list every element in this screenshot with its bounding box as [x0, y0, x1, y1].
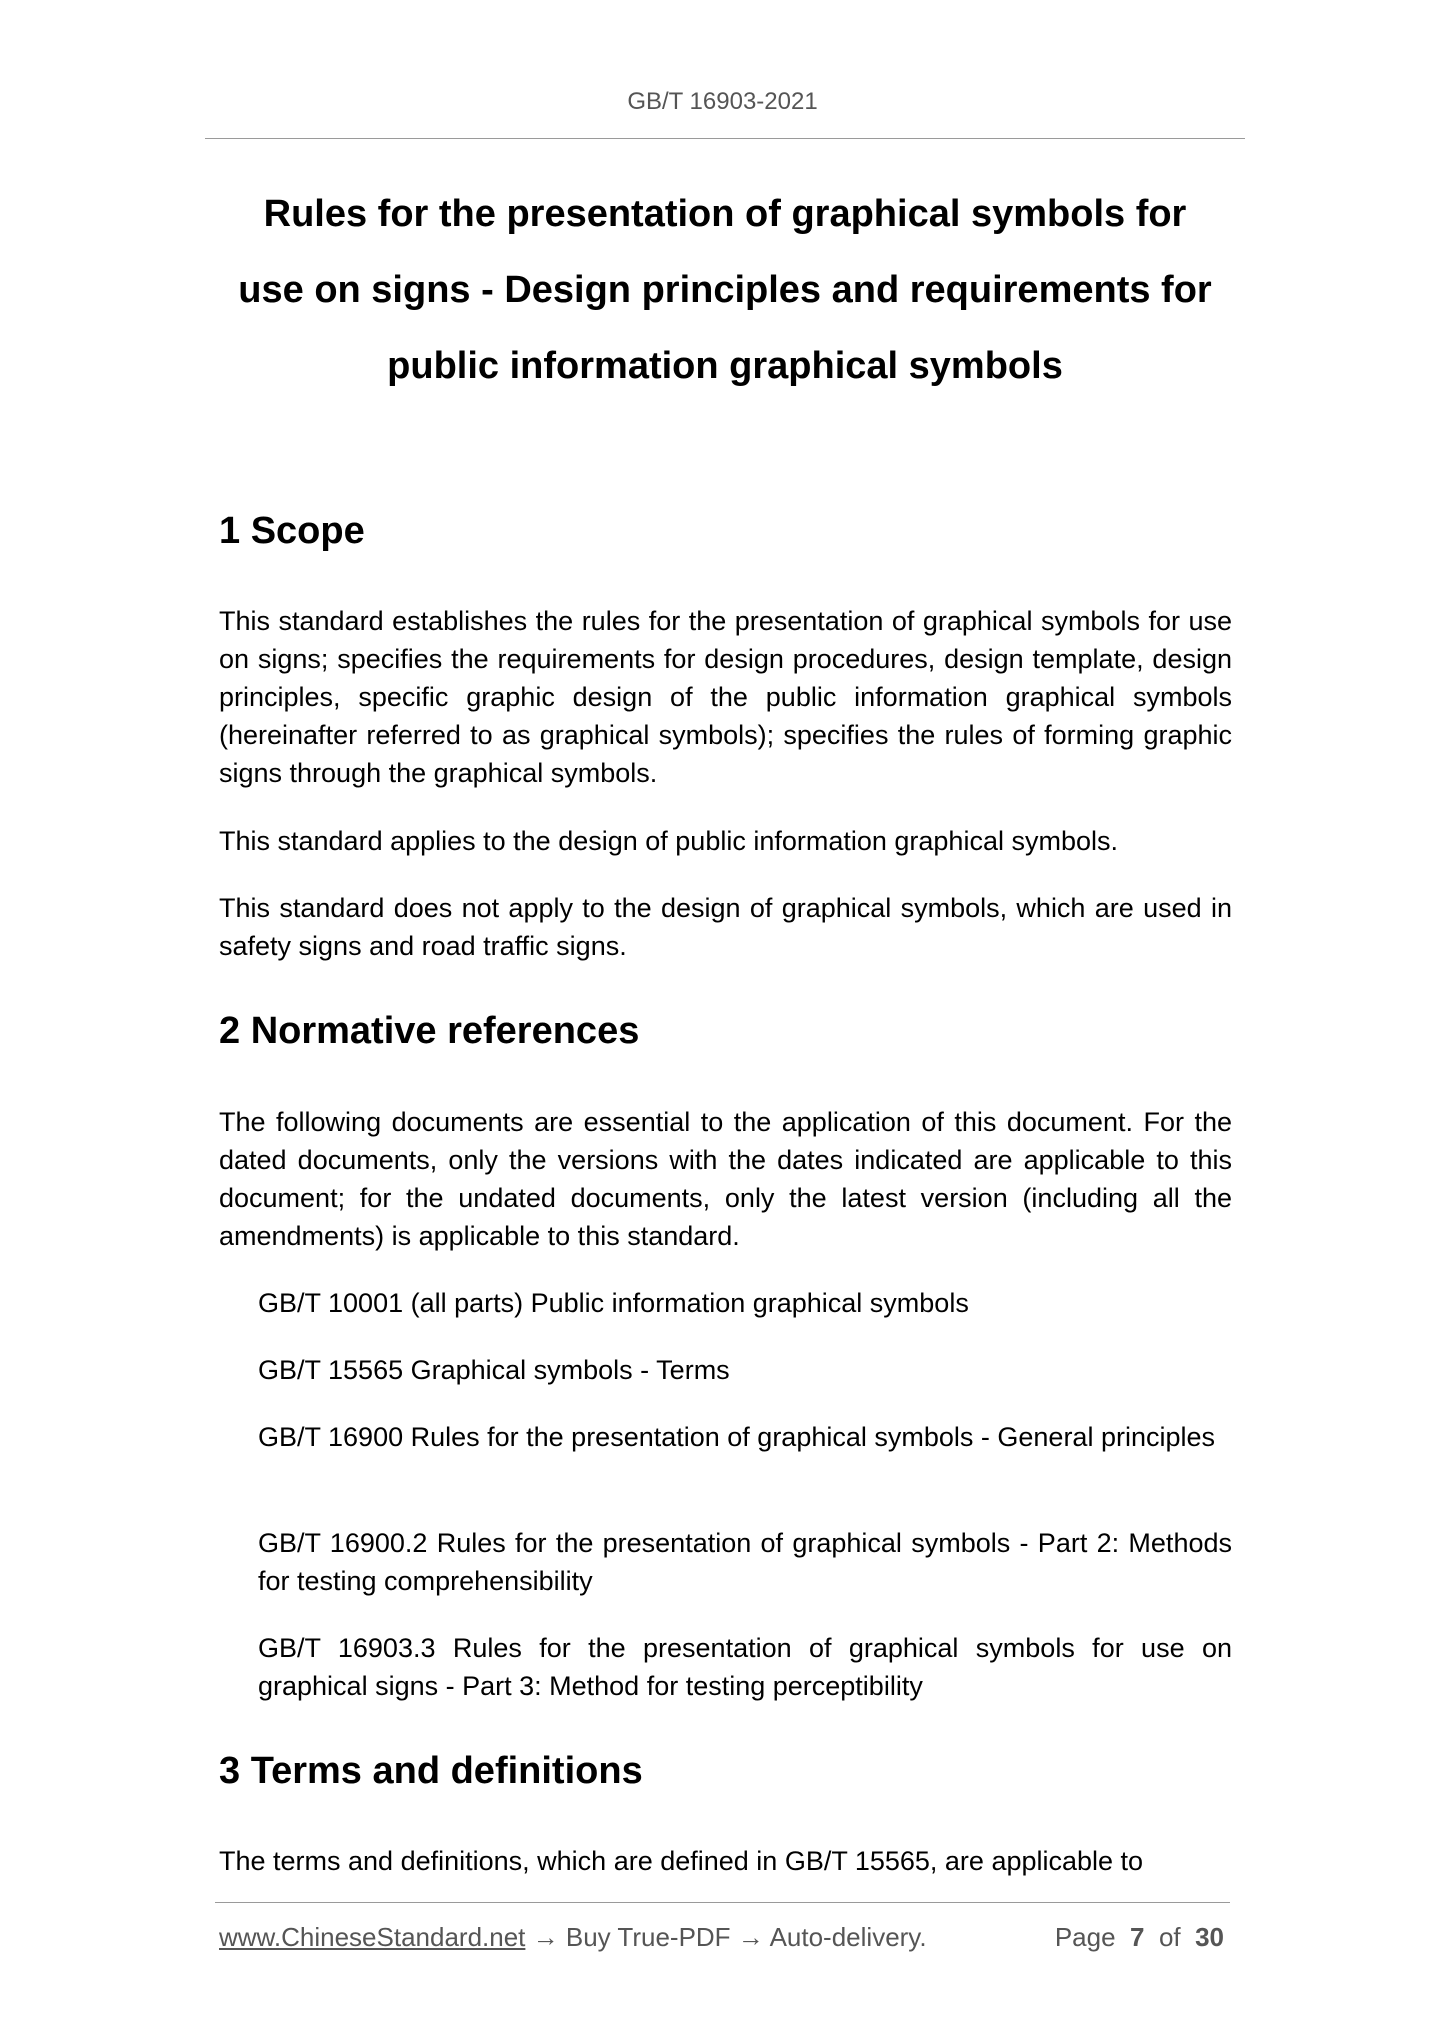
terms-intro: The terms and definitions, which are defined in GB/T 15565, are applicable to	[219, 1846, 1144, 1876]
scope-paragraph-3: This standard does not apply to the design of graphical symbols, which are used in safety signs and road traffic signs.	[219, 893, 1232, 961]
reference-item: GB/T 16903.3 Rules for the presentation of graphical symbols for use on graphical signs - Part 3: Method for testing perceptibility	[258, 1633, 1232, 1701]
page-word: Page	[1054, 1922, 1116, 1952]
reference-item: GB/T 10001 (all parts) Public information graphical symbols	[258, 1288, 969, 1318]
page-indicator	[1055, 1922, 1224, 1953]
reference-item: GB/T 16900.2 Rules for the presentation of graphical symbols - Part 2: Methods for testing comprehensibility	[258, 1528, 1232, 1596]
footer-divider	[215, 1902, 1230, 1903]
scope-paragraph-1: This standard establishes the rules for the presentation of graphical symbols for use on signs; specifies the requirements for design procedures, design template, design principles, specific graphic design of the public information graphical symbols (hereinafter referred to as graphical symbols); specifies the rules of forming graphic signs through the graphical symbols.	[219, 606, 1232, 788]
chinesestandard-link[interactable]: www.ChineseStandard.net	[219, 1922, 526, 1952]
references-intro: The following documents are essential to the application of this document. For the dated documents, only the versions with the dates indicated are applicable to this document; for the undated documents, only the latest version (including all the amendments) is applicable to this standard.	[219, 1107, 1232, 1251]
scope-paragraph-2: This standard applies to the design of public information graphical symbols.	[219, 826, 1118, 856]
footer-tagline: → Buy True-PDF → Auto-delivery.	[525, 1922, 927, 1952]
standard-code-header: GB/T 16903-2021	[627, 88, 818, 115]
page-footer	[219, 1922, 1224, 1953]
total-page-count: 30	[1195, 1922, 1224, 1952]
of-word: of	[1158, 1922, 1181, 1952]
header-divider	[205, 138, 1245, 139]
title-line-3: public information graphical symbols	[387, 345, 1063, 387]
reference-item: GB/T 15565 Graphical symbols - Terms	[258, 1355, 730, 1385]
title-line-2: use on signs - Design principles and requirements for	[238, 269, 1212, 311]
current-page-number: 7	[1130, 1922, 1145, 1952]
document-title	[200, 176, 1250, 404]
section-heading-normative-references: 2 Normative references	[219, 1010, 640, 1052]
reference-item: GB/T 16900 Rules for the presentation of graphical symbols - General principles	[258, 1422, 1215, 1452]
section-heading-scope: 1 Scope	[219, 510, 365, 552]
section-heading-terms-and-definitions: 3 Terms and definitions	[219, 1750, 643, 1792]
title-line-1: Rules for the presentation of graphical symbols for	[263, 193, 1187, 235]
